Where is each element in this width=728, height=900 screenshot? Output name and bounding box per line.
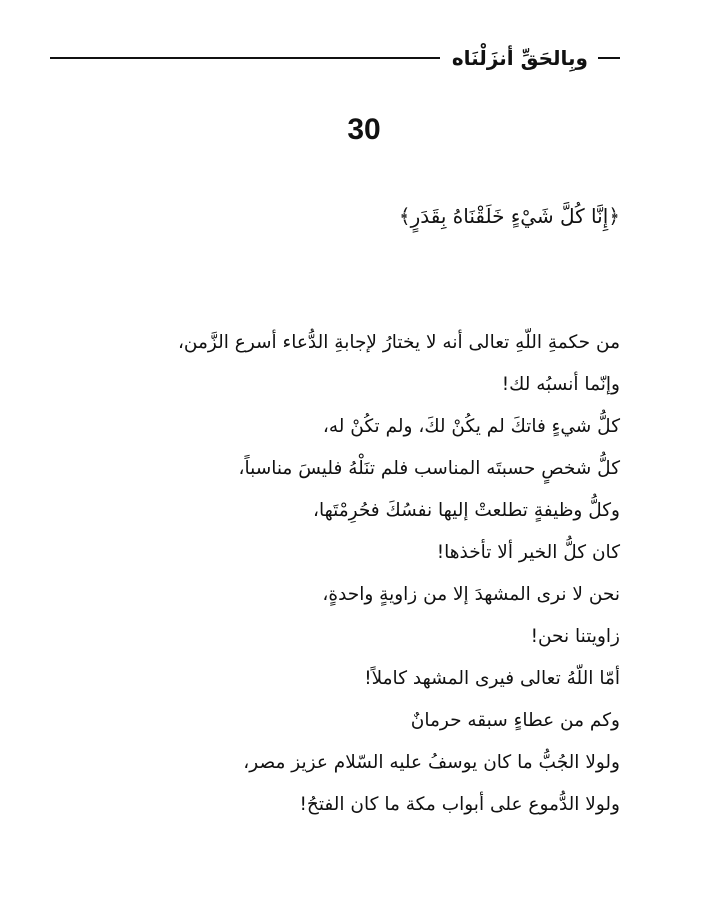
body-line: أمّا اللّهُ تعالى فيرى المشهد كاملاً! — [364, 668, 620, 689]
body-line: كلُّ شيءٍ فاتكَ لم يكُنْ لكَ، ولم تكُنْ له، — [322, 416, 620, 437]
body-line: ولولا الجُبُّ ما كان يوسفُ عليه السّلام عزيز مصر، — [243, 752, 620, 773]
body-line: نحن لا نرى المشهدَ إلا من زاويةٍ واحدةٍ، — [322, 584, 620, 605]
quran-verse: ﴿إِنَّا كُلَّ شَيْءٍ خَلَقْنَاهُ بِقَدَرٍ﴾ — [398, 204, 620, 228]
header-rule — [50, 57, 440, 59]
body-text — [60, 322, 620, 826]
header-title: وبِالحَقِّ أنزَلْنَاه — [451, 46, 588, 70]
body-line: ولولا الدُّموع على أبواب مكة ما كان الفتحُ! — [299, 794, 620, 815]
body-line: من حكمةِ اللّهِ تعالى أنه لا يختارُ لإجابةِ الدُّعاء أسرع الزَّمن، — [177, 332, 620, 353]
running-header — [50, 38, 620, 78]
body-line: وكم من عطاءٍ سبقه حرمانٌ — [410, 710, 620, 731]
body-line: كلُّ شخصٍ حسبتَه المناسب فلم تنَلْهُ فليسَ مناسباً، — [238, 458, 620, 479]
chapter-number: 30 — [347, 113, 381, 146]
body-line: زاويتنا نحن! — [530, 626, 620, 647]
header-dash-right — [598, 57, 620, 59]
body-line: وإنّما أنسبُه لك! — [501, 374, 620, 395]
body-line: وكلُّ وظيفةٍ تطلعتْ إليها نفسُكَ فحُرِمْتَها، — [313, 500, 620, 521]
body-line: كان كلُّ الخير ألا تأخذها! — [436, 542, 620, 563]
